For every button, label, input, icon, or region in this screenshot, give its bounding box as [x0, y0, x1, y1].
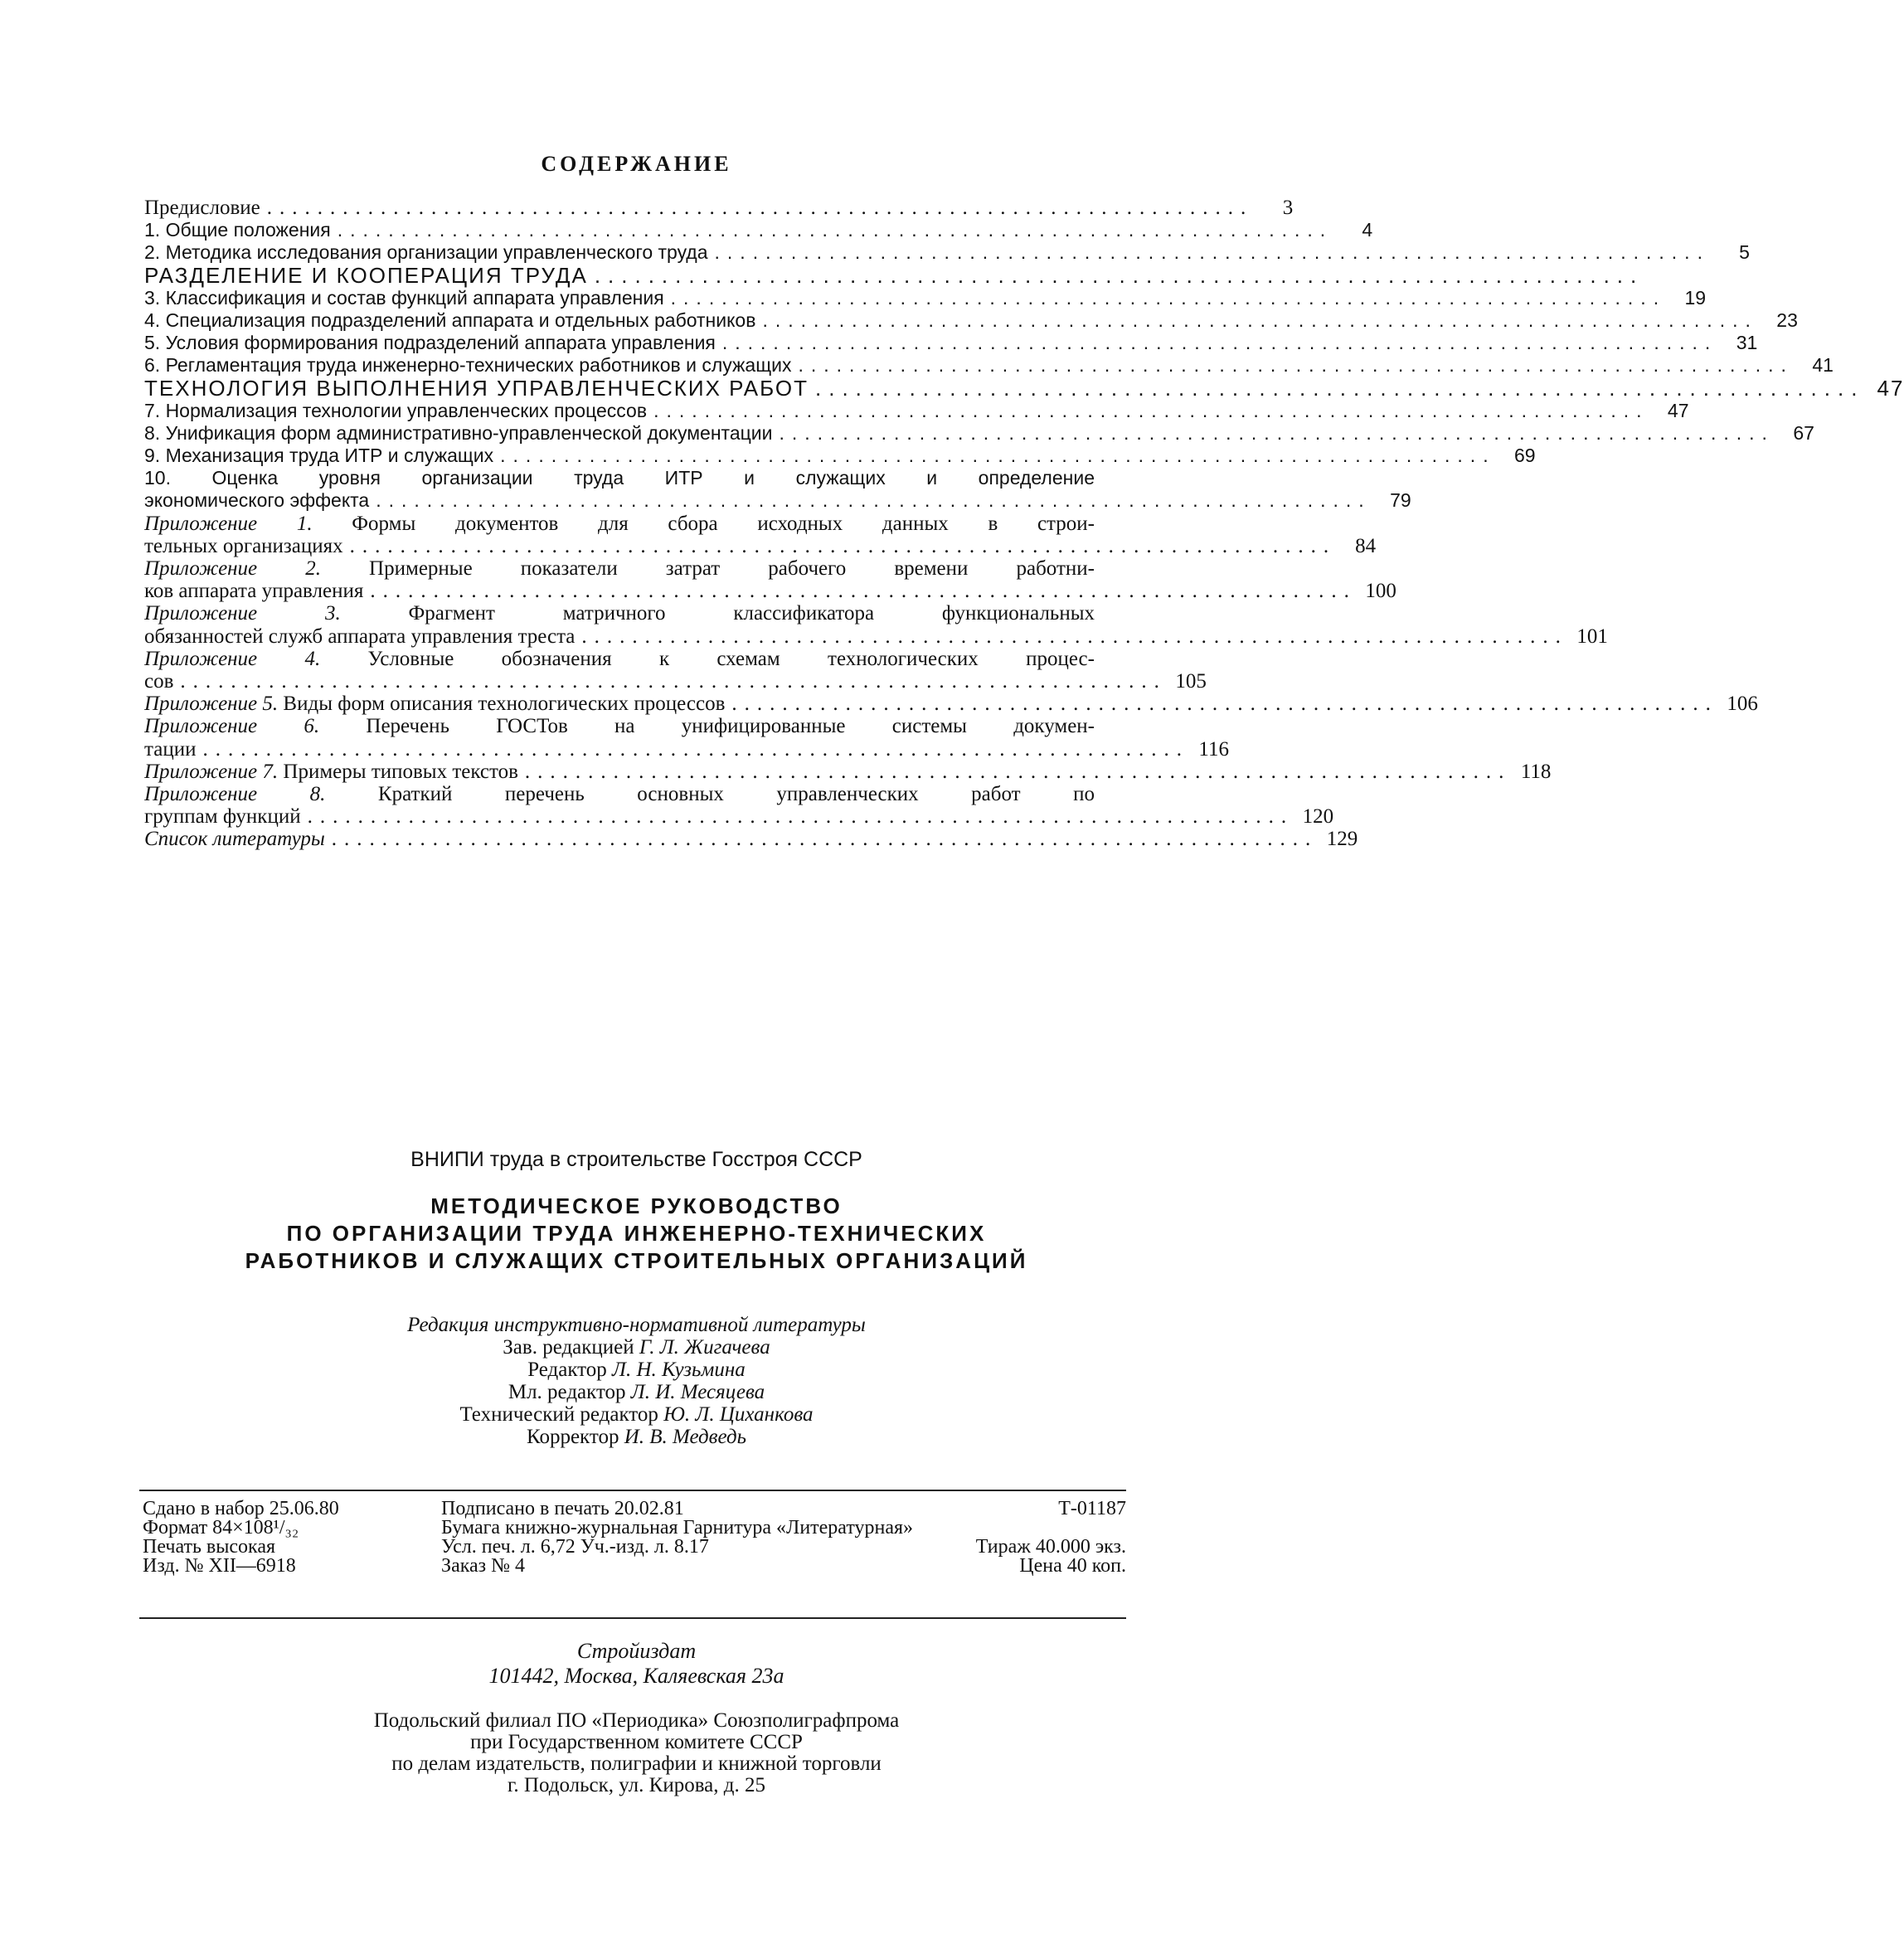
- print-row: [143, 1538, 1126, 1557]
- appendix-prefix: Приложение 4.: [144, 647, 321, 670]
- contents-title: СОДЕРЖАНИЕ: [541, 152, 732, 176]
- toc-entry-page: 5: [1739, 241, 1750, 264]
- bibliography-label: Список литературы: [144, 828, 325, 851]
- book-title-line: ПО ОРГАНИЗАЦИИ ТРУДА ИНЖЕНЕРНО-ТЕХНИЧЕСКИХ: [286, 1221, 987, 1246]
- toc-entry: 2. Методика исследования организации управленческого труда .............................................................................. 5: [144, 241, 1750, 264]
- toc-entry: 5. Условия формирования подразделений аппарата управления .............................................................................. 31: [144, 332, 1758, 354]
- printer-line: при Государственном комитете СССР: [470, 1731, 803, 1753]
- editorial-credits: [0, 1314, 1273, 1448]
- table-of-contents: [144, 197, 1904, 851]
- appendix-prefix: Приложение 8.: [144, 782, 326, 805]
- toc-entry: обязанностей служб аппарата управления треста .............................................................................. 101: [144, 625, 1608, 648]
- toc-entry-line1: [144, 467, 1095, 489]
- toc-entry-label: 8. Унификация форм административно-управленческой документации: [144, 421, 773, 444]
- divider: [139, 1490, 1126, 1491]
- editorial-office: Редакция инструктивно-нормативной литературы: [407, 1314, 866, 1336]
- toc-entry-label: Краткий перечень основных управленческих работ по: [325, 782, 1095, 805]
- credit-role: Технический редактор: [459, 1403, 658, 1426]
- print-details: [143, 1500, 1126, 1576]
- toc-entry: тельных организациях .............................................................................. 84: [144, 534, 1377, 557]
- publisher: [0, 1639, 1273, 1689]
- toc-entry-label: Формы документов для сбора исходных данных в строи-: [312, 512, 1095, 535]
- toc-entry: экономического эффекта .............................................................................. 79: [144, 489, 1411, 512]
- toc-entry-page: 47: [1667, 399, 1689, 421]
- toc-entry-label: 10. Оценка уровня организации труда ИТР и служащих и определение: [144, 467, 1095, 489]
- toc-entry: Приложение 7. Примеры типовых текстов .............................................................................. 118: [144, 760, 1552, 783]
- publisher-address: 101442, Москва, Каляевская 23а: [488, 1664, 784, 1688]
- toc-entry-page: 118: [1520, 760, 1552, 783]
- credit-name: Г. Л. Жигачева: [639, 1336, 770, 1359]
- credit-role: Зав. редакцией: [503, 1336, 634, 1359]
- credit-line: [0, 1403, 1273, 1426]
- toc-appendix-line1: [144, 513, 1095, 535]
- toc-entry-label: 2. Методика исследования организации управленческого труда: [144, 241, 708, 264]
- toc-appendix-line1: [144, 648, 1095, 670]
- toc-entry-label: Фрагмент матричного классификатора функциональных: [340, 602, 1095, 625]
- print-cell: Заказ № 4: [441, 1555, 526, 1577]
- toc-entry-page: 67: [1793, 421, 1814, 444]
- toc-entry: 3. Классификация и состав функций аппарата управления .............................................................................. 19: [144, 286, 1707, 309]
- toc-entry-label: тельных организациях: [144, 534, 343, 557]
- organization-name: ВНИПИ труда в строительстве Госстроя СССР: [410, 1148, 862, 1171]
- appendix-prefix: Приложение 6.: [144, 715, 320, 738]
- book-title-line: РАБОТНИКОВ И СЛУЖАЩИХ СТРОИТЕЛЬНЫХ ОРГАНИЗАЦИЙ: [245, 1248, 1028, 1273]
- credit-role: Корректор: [527, 1426, 619, 1448]
- credit-line: [0, 1359, 1273, 1381]
- toc-entry: Приложение 5. Виды форм описания технологических процессов .............................................................................. 106: [144, 693, 1758, 716]
- toc-entry: сов .............................................................................. 105: [144, 669, 1207, 693]
- toc-entry: 7. Нормализация технологии управленческих процессов .............................................................................. 47: [144, 399, 1689, 421]
- toc-entry-page: 129: [1326, 828, 1358, 851]
- printer-line: г. Подольск, ул. Кирова, д. 25: [508, 1774, 765, 1796]
- print-row: [143, 1557, 1126, 1576]
- toc-entry-page: 120: [1302, 805, 1334, 829]
- toc-entry-page: 100: [1365, 580, 1396, 603]
- toc-entry: Предисловие .............................................................................. 3: [144, 197, 1294, 219]
- toc-appendix-line1: [144, 557, 1095, 580]
- book-title: [0, 1193, 1273, 1275]
- print-cell: Сдано в набор 25.06.80: [143, 1498, 339, 1519]
- appendix-prefix: Приложение 3.: [144, 602, 341, 625]
- appendix-prefix: Приложение 1.: [144, 512, 313, 535]
- credit-line: [0, 1426, 1273, 1448]
- credit-role: Редактор: [527, 1359, 607, 1381]
- toc-entry-label: ков аппарата управления: [144, 580, 364, 603]
- publisher-name: Стройиздат: [576, 1639, 697, 1663]
- toc-entry-label: Перечень ГОСТов на унифицированные системы докумен-: [319, 715, 1095, 738]
- toc-entry-label: Предисловие: [144, 197, 260, 219]
- toc-entry-page: 23: [1776, 309, 1798, 331]
- print-cell: Бумага книжно-журнальная Гарнитура «Литературная»: [441, 1517, 914, 1539]
- print-cell: Изд. № XII—6918: [143, 1555, 296, 1577]
- print-cell: Т-01187: [1058, 1498, 1126, 1519]
- toc-appendix-line1: [144, 715, 1095, 737]
- toc-entry-label: 5. Условия формирования подразделений аппарата управления: [144, 332, 716, 354]
- printer-line: по делам издательств, полиграфии и книжной торговли: [391, 1752, 882, 1775]
- toc-entry-label: 9. Механизация труда ИТР и служащих: [144, 445, 494, 467]
- credit-name: Л. Н. Кузьмина: [612, 1359, 746, 1381]
- toc-entry-page: 105: [1175, 669, 1207, 693]
- toc-entry-label: РАЗДЕЛЕНИЕ И КООПЕРАЦИЯ ТРУДА: [144, 262, 588, 288]
- credit-line: [0, 1336, 1273, 1359]
- printer-line: Подольский филиал ПО «Периодика» Союзполиграфпрома: [373, 1709, 900, 1732]
- toc-entry-label: Примеры типовых текстов: [278, 760, 518, 783]
- toc-appendix-line1: [144, 783, 1095, 805]
- toc-entry-label: Виды форм описания технологических процессов: [278, 693, 726, 716]
- print-cell: Печать высокая: [143, 1536, 276, 1558]
- printing-house: [0, 1710, 1273, 1796]
- credit-name: И. В. Медведь: [624, 1426, 746, 1448]
- toc-entry: ков аппарата управления .............................................................................. 100: [144, 580, 1396, 603]
- toc-entry: 1. Общие положения .............................................................................. 4: [144, 219, 1373, 241]
- toc-entry-page: 84: [1355, 534, 1377, 557]
- toc-entry-page: 47: [1877, 375, 1904, 401]
- toc-entry: Список литературы .............................................................................. 129: [144, 828, 1358, 851]
- toc-entry-label: 7. Нормализация технологии управленческих процессов: [144, 399, 648, 421]
- toc-section-heading: ТЕХНОЛОГИЯ ВЫПОЛНЕНИЯ УПРАВЛЕНЧЕСКИХ РАБОТ .............................................................................. 47: [144, 375, 1904, 401]
- toc-entry-page: 101: [1576, 625, 1608, 648]
- toc-entry-page: 3: [1282, 197, 1294, 219]
- toc-section-heading: РАЗДЕЛЕНИЕ И КООПЕРАЦИЯ ТРУДА ..............................................................................: [144, 262, 1644, 288]
- print-cell: Формат 84×108¹/₃₂: [143, 1517, 299, 1539]
- toc-entry-page: 31: [1736, 332, 1758, 354]
- toc-entry: 6. Регламентация труда инженерно-технических работников и служащих .............................................................................. 41: [144, 354, 1834, 377]
- credit-name: Ю. Л. Циханкова: [663, 1403, 814, 1426]
- toc-entry-label: тации: [144, 737, 197, 761]
- credit-line: [0, 1381, 1273, 1403]
- credit-role: Мл. редактор: [508, 1381, 626, 1403]
- divider: [139, 1617, 1126, 1619]
- toc-entry-page: 4: [1362, 219, 1373, 241]
- toc-entry-label: 6. Регламентация труда инженерно-технических работников и служащих: [144, 354, 792, 377]
- book-title-line: МЕТОДИЧЕСКОЕ РУКОВОДСТВО: [430, 1193, 843, 1218]
- print-cell: Подписано в печать 20.02.81: [441, 1498, 684, 1519]
- toc-appendix-line1: [144, 602, 1095, 625]
- toc-entry-label: 4. Специализация подразделений аппарата и отдельных работников: [144, 309, 756, 331]
- toc-entry-label: 3. Классификация и состав функций аппарата управления: [144, 286, 664, 309]
- print-cell: Цена 40 коп.: [1019, 1555, 1126, 1577]
- toc-entry: 9. Механизация труда ИТР и служащих .............................................................................. 69: [144, 445, 1536, 467]
- print-row: [143, 1519, 1126, 1538]
- toc-entry: группам функций .............................................................................. 120: [144, 805, 1334, 829]
- print-cell: Тираж 40.000 экз.: [975, 1536, 1126, 1558]
- toc-entry: тации .............................................................................. 116: [144, 737, 1229, 761]
- print-cell: Усл. печ. л. 6,72 Уч.-изд. л. 8.17: [441, 1536, 709, 1558]
- toc-entry: 4. Специализация подразделений аппарата и отдельных работников .............................................................................. 23: [144, 309, 1798, 331]
- toc-entry-page: 106: [1727, 693, 1758, 716]
- toc-entry-label: 1. Общие положения: [144, 219, 331, 241]
- toc-entry-page: 69: [1514, 445, 1536, 467]
- toc-entry-page: 116: [1198, 737, 1229, 761]
- appendix-prefix: Приложение 5.: [144, 693, 279, 716]
- print-row: [143, 1500, 1126, 1519]
- toc-entry-label: Условные обозначения к схемам технологических процес-: [320, 647, 1095, 670]
- appendix-prefix: Приложение 7.: [144, 760, 279, 783]
- toc-entry-page: 19: [1684, 286, 1707, 309]
- toc-entry-label: обязанностей служб аппарата управления треста: [144, 625, 576, 648]
- toc-entry-label: экономического эффекта: [144, 489, 370, 512]
- toc-entry-page: 79: [1390, 489, 1411, 512]
- toc-entry-label: сов: [144, 669, 174, 693]
- toc-entry: 8. Унификация форм административно-управленческой документации .............................................................................. 67: [144, 421, 1814, 444]
- credit-name: Л. И. Месяцева: [630, 1381, 765, 1403]
- toc-entry-label: ТЕХНОЛОГИЯ ВЫПОЛНЕНИЯ УПРАВЛЕНЧЕСКИХ РАБОТ: [144, 375, 809, 401]
- appendix-prefix: Приложение 2.: [144, 557, 321, 580]
- toc-entry-label: группам функций: [144, 805, 301, 829]
- toc-entry-label: Примерные показатели затрат рабочего времени работни-: [320, 557, 1095, 580]
- toc-entry-page: 41: [1812, 354, 1834, 377]
